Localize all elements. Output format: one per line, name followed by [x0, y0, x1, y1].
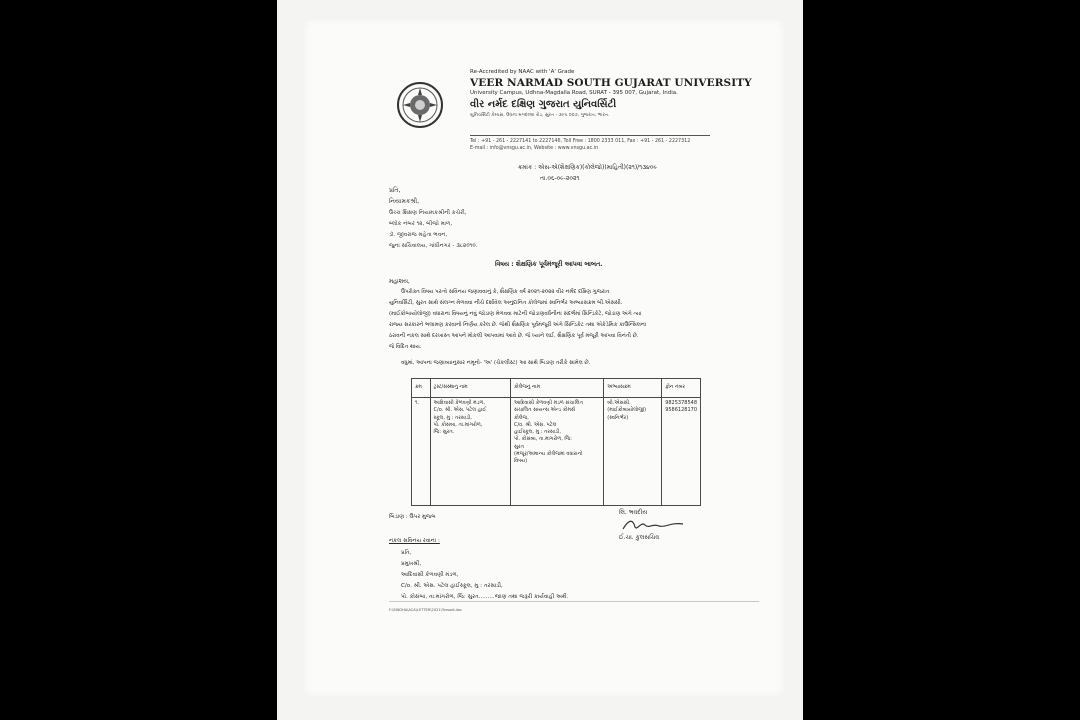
- university-name-gujarati: વીર નર્મદ દક્ષિણ ગુજરાત યુનિવર્સિટી: [470, 99, 617, 110]
- recipient-address-line: બ્લોક નંબર ૧૨, બીજો માળ,: [389, 221, 453, 227]
- table-header: ફોન નંબર: [662, 379, 701, 398]
- college-line: હાઈસ્કૂલ, મુ : તરસાડી,: [514, 429, 561, 435]
- table-header: કોલેજનું નામ: [511, 379, 604, 398]
- contact-email: E-mail : info@vnsgu.ac.in, Website : www.vnsgu.ac.in: [470, 146, 599, 151]
- trust-line: પો. કોસંબા, તા.માંગરોળ,: [433, 421, 483, 428]
- trust-line: C/o. શ્રી. એસ. પટેલ હાઈ: [433, 407, 487, 414]
- table-cell-phone: [662, 398, 701, 506]
- copy-line: C/o. શ્રી. એસ. પટેલ હાઈસ્કૂલ, મુ : તરસાડી,: [401, 583, 503, 589]
- table-row: [412, 398, 701, 506]
- table-header: ક્રમ: [412, 379, 431, 398]
- table-cell-course: [604, 398, 662, 506]
- copy-line: પ્રમુખશ્રી,: [401, 561, 422, 567]
- salutation: મહાશય,: [389, 279, 410, 285]
- course-line: (સ્વનિર્ભર): [607, 414, 629, 421]
- letter-date: તા.૦૬-૦૯-૨૦૨૧: [540, 175, 580, 182]
- table-cell-number: ૧.: [412, 398, 431, 506]
- table-cell-trust: [430, 398, 510, 506]
- college-line: સંચાલિત સાયન્સ એન્ડ કોમર્સ: [514, 407, 576, 414]
- body-line: (માઈક્રોબાયોલોજી) વધારાના વિષયનું નવું જોડાણ મેળવવા માટેની જોડાણવર્ધનીના સંદર્ભમાં સિન્ડિકેટે, જોડાણ અંગે ત્યા: [389, 311, 642, 317]
- college-line: (મંજૂર/અમાન્ય કોલેજમાં વધારાનો: [514, 450, 583, 457]
- college-details-table: [411, 378, 701, 506]
- recipient-address-line: ઉચ્ચ શિક્ષણ નિયામકશ્રીની કચેરી,: [389, 210, 467, 216]
- body-line: યુનિવર્સિટી, સુરત સાથે સંલગ્ન મેળવવા નીચે દર્શાવેલ અનુદાનિત કોલેજમાં સ્વનિર્ભર અભ્યાસક્રમ બી.એસસી.: [389, 300, 623, 306]
- college-line: પો. કોસંબા, તા.માંગરોળ, જિ:: [514, 436, 572, 443]
- footer-divider: [389, 601, 759, 602]
- college-line: C/o. શ્રી. એસ. પટેલ: [514, 421, 557, 428]
- university-address-gujarati: યુનિવર્સિટી કેમ્પસ, ઉધના મગદલ્લા રોડ, સુરત - ૩૯૫ ૦૦૭, ગુજરાત, ભારત.: [470, 113, 610, 118]
- yours-faithfully: લિ. ભવદીય: [619, 509, 648, 516]
- subject-line: વિષય : શૈક્ષણિક પૂર્વમંજૂરી આપવા બાબત.: [495, 261, 603, 268]
- header-divider: [470, 135, 710, 136]
- copy-heading: નકલ સવિનય રવાના :: [389, 538, 440, 544]
- body-line: ઠરાવની નકલ સાથે દરખાસ્ત આપને મોકલી આપવામાં આવે છે. જે ધ્યાને લઈ, શૈક્ષણિક પૂર્વ મંજૂરી આપવા વિનંતી છે.: [389, 333, 639, 339]
- recipient-address-line: ડૉ. જીવરાજ મહેતા ભવન,: [389, 232, 448, 238]
- university-address-english: University Campus, Udhna-Magdalla Road, SURAT - 395 007, Gujarat, India.: [470, 90, 678, 96]
- table-header: ટ્રસ્ટ/સંસ્થાનું નામ: [430, 379, 510, 398]
- trust-line: સ્કૂલ, મુ : તરસાડી,: [433, 414, 472, 421]
- scanned-page: [277, 0, 803, 720]
- body-line: ઉપરોક્ત વિષય પરત્વે સવિનય જણાવવાનું કે, શૈક્ષણિક વર્ષ ૨૦૨૧-૨૦૨૨ વીર નર્મદ દક્ષિણ ગુજરાત: [401, 289, 610, 295]
- university-name-english: VEER NARMAD SOUTH GUJARAT UNIVERSITY: [470, 77, 752, 89]
- copy-line: પ્રતિ,: [401, 550, 412, 556]
- copy-line: પો. કોસંબા, તા.માંગરોળ, જિ: સુરત.........જાણ તથા જરૂરી કાર્યવાહી અર્થે.: [401, 594, 569, 600]
- to-label: પ્રતિ,: [389, 187, 401, 194]
- file-path-footnote: F:\SINDHA\ACA\LETTER\2021\Tarsadi.doc: [389, 608, 463, 612]
- recipient-title: નિયામકશ્રી,: [389, 198, 420, 205]
- accreditation-line: Re-Accredited by NAAC with 'A' Grade: [470, 69, 575, 75]
- table-header-row: [412, 379, 701, 398]
- course-line: (માઈક્રોબાયોલોજી): [607, 407, 647, 414]
- body-line: વધુમાં, આપના જણાવ્યાનુસાર નમૂનો- 'અ' (ચેકલીસ્ટ) આ સાથે બિડાણ તરીકે સામેલ છે.: [401, 360, 591, 366]
- college-line: આદિવાસી કેળવણી મંડળ સંચાલિત: [514, 400, 583, 406]
- signature-icon: [621, 517, 691, 533]
- college-line: સુરત: [514, 443, 524, 450]
- table-cell-college: [511, 398, 604, 506]
- trust-line: જિ: સુરત.: [433, 429, 455, 435]
- phone-number: 9586128170: [665, 407, 697, 414]
- body-line: રાજ્ય સરકારને ભલામણ કરવાનો નિર્ણય કરેલ છે. જેથી શૈક્ષણિક પૂર્વમંજૂરી અંગે સિન્ડિકેટ તથા એકેડેમિક કાઉન્સિલના: [389, 322, 647, 328]
- trust-line: આદિવાસી કેળવણી મંડળ,: [433, 400, 485, 406]
- recipient-address-line: જુના સચિવાલય, ગાંધીનગર - ૩૮૨૦૧૦.: [389, 243, 478, 249]
- enclosure-note: બિડાણ : ઉપર મુજબ: [389, 514, 436, 520]
- signatory-title: ઈ.ચા. કુલસચિવ: [619, 534, 660, 541]
- body-line: જે વિદિત થાય.: [389, 344, 422, 350]
- table-header: અભ્યાસક્રમ: [604, 379, 662, 398]
- contact-phone: Tel : +91 - 261 - 2227141 to 2227146, Toll Free : 1800 2333 011, Fax : +91 - 261 - 2227312: [470, 139, 691, 144]
- college-line: કોલેજ,: [514, 414, 529, 421]
- university-emblem-icon: [396, 81, 444, 129]
- copy-line: આદિવાસી કેળવણી મંડળ,: [401, 572, 459, 578]
- letter-sheet: [303, 18, 785, 698]
- phone-number: 9825378548: [665, 400, 697, 406]
- reference-number: ક્રમાંક : એસ-એ(શૈક્ષણિક)(કોલેજો)(માહિતી)(૨૧)/૧૩૪૦૯: [518, 164, 658, 171]
- course-line: બી.એસસી.: [607, 400, 631, 406]
- college-line: વિષય): [514, 458, 528, 464]
